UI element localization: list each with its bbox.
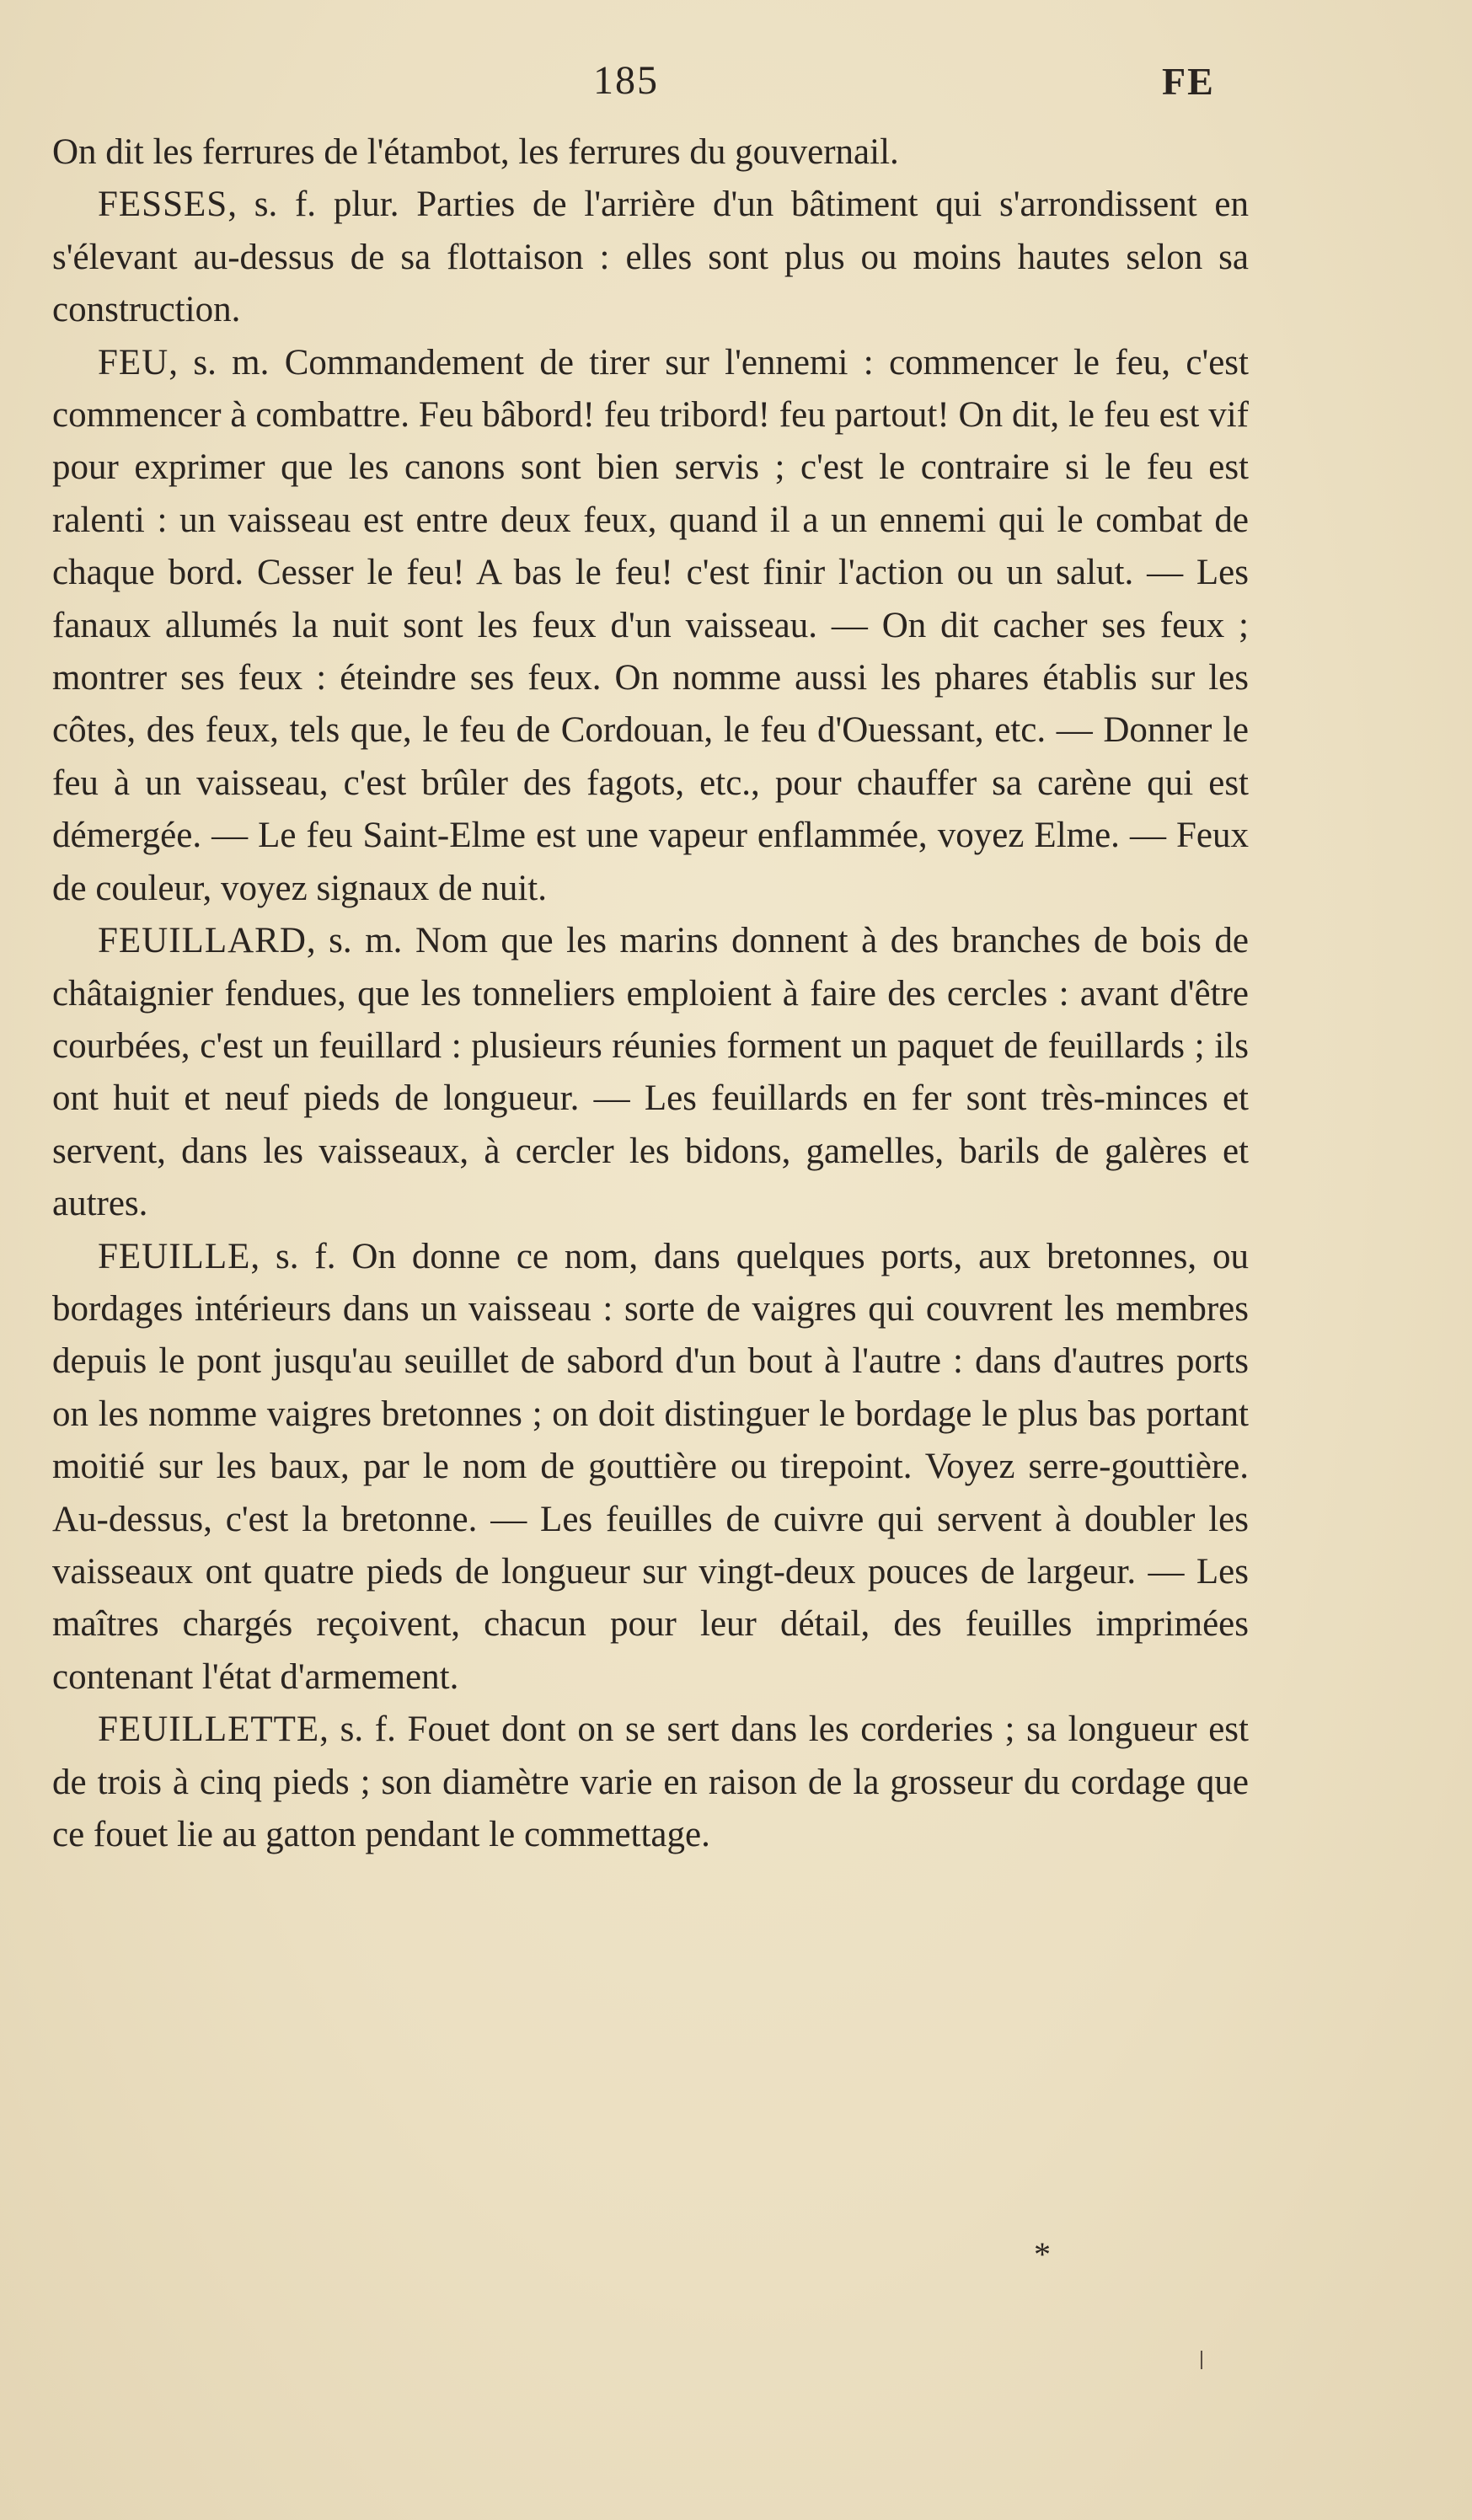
entry-feuille	[52, 1231, 1249, 1704]
entry-headword: FEU	[98, 342, 169, 383]
entry-definition: , s. f. plur. Parties de l'arrière d'un bâtiment qui s'arrondissent en s'élevant au-dessus de sa flottaison : elles sont plus ou moins hautes selon sa construction.	[52, 185, 1249, 330]
running-head	[54, 57, 1250, 116]
entry-feuillard	[52, 915, 1249, 1230]
dictionary-text	[52, 126, 1249, 1861]
entry-headword: FEUILLE	[98, 1236, 251, 1276]
entry-definition: , s. f. Fouet dont on se sert dans les corderies ; sa longueur est de trois à cinq pieds ; son diamètre varie en raison de la grosseur du cordage que ce fouet lie au gatton pendant le commettage.	[52, 1709, 1249, 1854]
entry-definition: , s. f. On donne ce nom, dans quelques ports, aux bretonnes, ou bordages intérieurs dans un vaisseau : sorte de vaigres qui couvrent les membres depuis le pont jusqu'au seuillet de sabord d'un bout à l'autre : dans d'autres ports on les nomme vaigres bretonnes ; on doit distinguer le bordage le plus bas portant moitié sur les baux, par le nom de gouttière ou tirepoint. Voyez serre-gouttière. Au-dessus, c'est la bretonne. — Les feuilles de cuivre qui servent à doubler les vaisseaux ont quatre pieds de longueur sur vingt-deux pouces de largeur. — Les maîtres chargés reçoivent, chacun pour leur détail, des feuilles imprimées contenant l'état d'armement.	[52, 1236, 1249, 1697]
paragraph-text: On dit les ferrures de l'étambot, les ferrures du gouvernail.	[52, 132, 899, 172]
headword-guide: FE	[1162, 60, 1215, 103]
entry-headword: FEUILLARD	[98, 921, 307, 961]
entry-feuillette	[52, 1704, 1249, 1861]
entry-headword: FESSES	[98, 185, 228, 225]
entry-headword: FEUILLETTE	[98, 1709, 320, 1750]
entry-definition: , s. m. Nom que les marins donnent à des branches de bois de châtaignier fendues, que les tonneliers emploient à faire des cercles : avant d'être courbées, c'est un feuillard : plusieurs réunies forment un paquet de feuillards ; ils ont huit et neuf pieds de longueur. — Les feuillards en fer sont très-minces et servent, dans les vaisseaux, à cercler les bidons, gamelles, barils de galères et autres.	[52, 921, 1249, 1224]
entry-fesses	[52, 179, 1249, 336]
entry-feu	[52, 337, 1249, 915]
continuation-paragraph	[52, 126, 1249, 179]
signature-mark: *	[1034, 2235, 1051, 2273]
page-number: 185	[593, 58, 659, 103]
entry-definition: , s. m. Commandement de tirer sur l'ennemi : commencer le feu, c'est commencer à combattre. Feu bâbord! feu tribord! feu partout! On dit, le feu est vif pour exprimer que les canons sont bien servis ; c'est le contraire si le feu est ralenti : un vaisseau est entre deux feux, quand il a un ennemi qui le combat de chaque bord. Cesser le feu! A bas le feu! c'est finir l'action ou un salut. — Les fanaux allumés la nuit sont les feux d'un vaisseau. — On dit cacher ses feux ; montrer ses feux : éteindre ses feux. On nomme aussi les phares établis sur les côtes, des feux, tels que, le feu de Cordouan, le feu d'Ouessant, etc. — Donner le feu à un vaisseau, c'est brûler des fagots, etc., pour chauffer sa carène qui est démergée. — Le feu Saint-Elme est une vapeur enflammée, voyez Elme. — Feux de couleur, voyez signaux de nuit.	[52, 342, 1249, 908]
ink-speck	[1201, 2351, 1202, 2369]
